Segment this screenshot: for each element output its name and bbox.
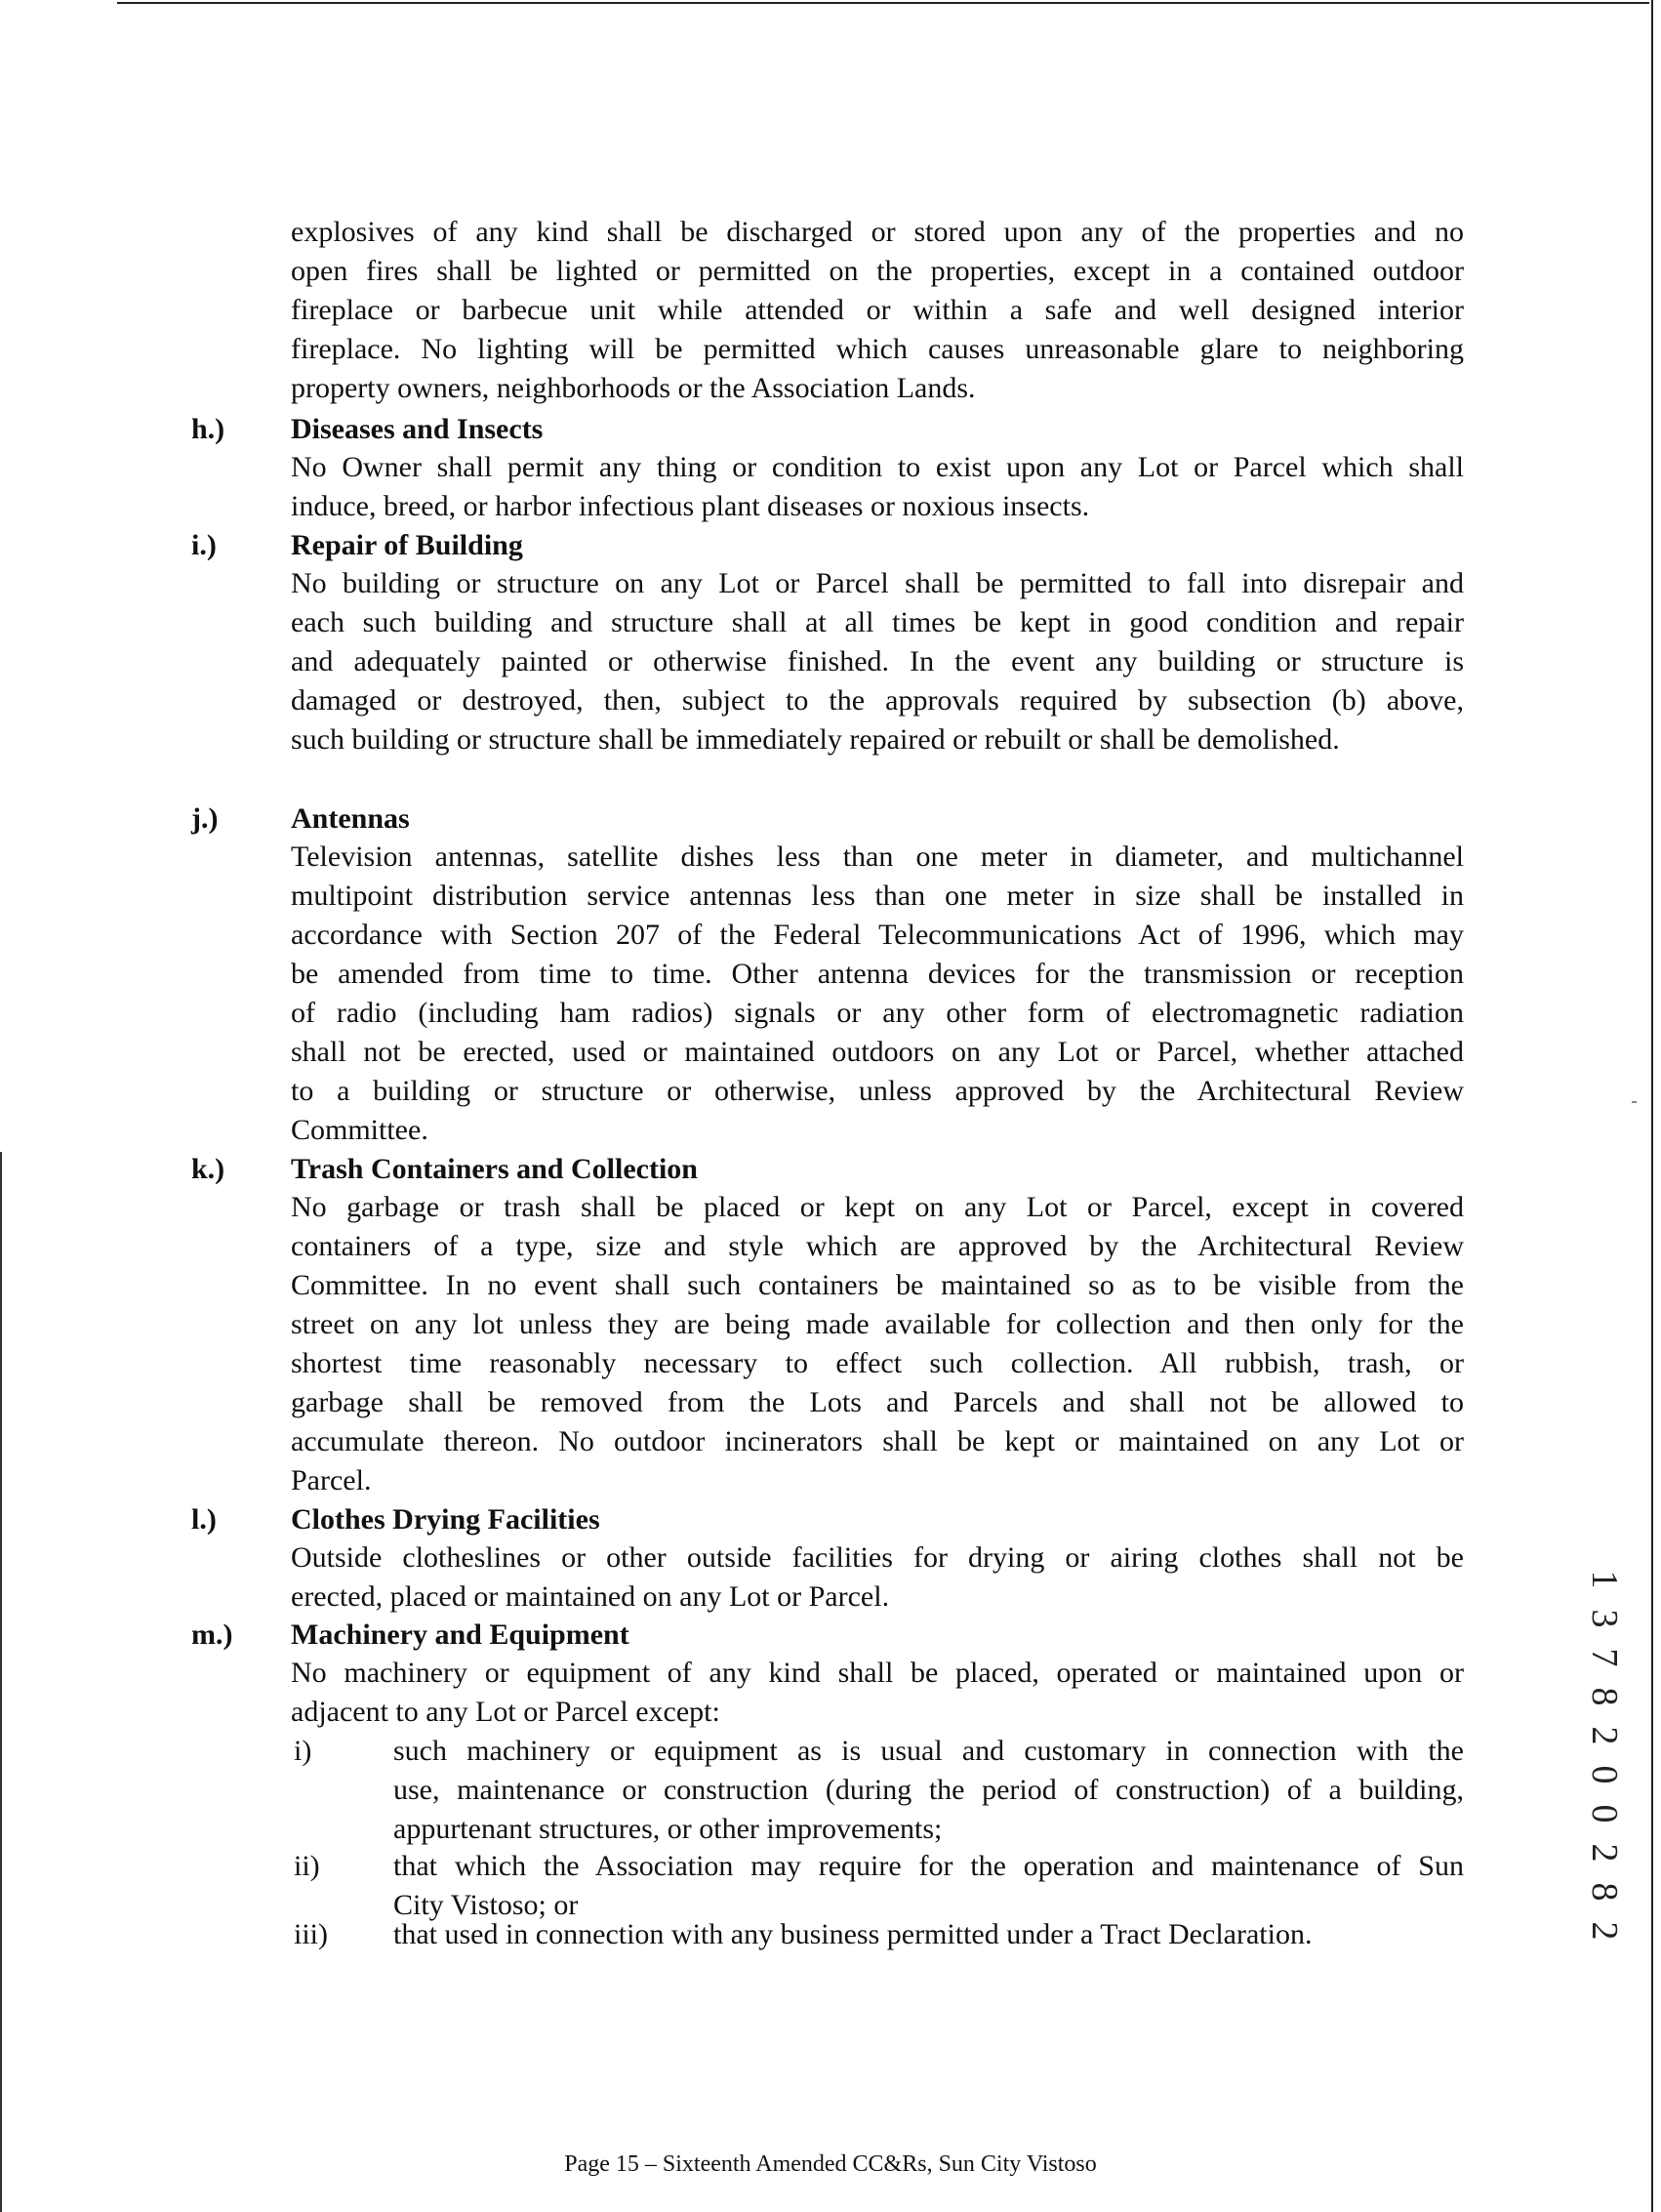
body-line: Committee. In no event shall such containers be maintained so as to be visible from the (291, 1269, 1464, 1301)
intro-line: explosives of any kind shall be discharged or stored upon any of the properties and no (291, 216, 1464, 248)
section-title-clothes-drying: Clothes Drying Facilities (291, 1503, 600, 1536)
stamp-digit: 8 (1584, 1882, 1625, 1902)
body-line: shortest time reasonably necessary to effect such collection. All rubbish, trash, or (291, 1347, 1464, 1379)
section-marker-m: m.) (191, 1618, 233, 1651)
body-line: be amended from time to time. Other antenna devices for the transmission or reception (291, 958, 1464, 990)
body-line: Committee. (291, 1114, 428, 1146)
subitem-line: that which the Association may require for the operation and maintenance of Sun (393, 1850, 1464, 1882)
body-line: accumulate thereon. No outdoor incinerators shall be kept or maintained on any Lot or (291, 1425, 1464, 1457)
intro-paragraph (291, 213, 1464, 408)
stamp-digit: 1 (1584, 1570, 1625, 1589)
right-border-line (1651, 0, 1653, 2212)
body-line: Television antennas, satellite dishes less than one meter in diameter, and multichannel (291, 840, 1464, 873)
subitem-line: City Vistoso; or (393, 1889, 579, 1921)
subitem-marker-iii: iii) (294, 1918, 328, 1950)
subitem-text-i (393, 1732, 1464, 1849)
body-line: No machinery or equipment of any kind shall be placed, operated or maintained upon or (291, 1657, 1464, 1689)
subitem-marker-ii: ii) (294, 1850, 320, 1882)
body-line: of radio (including ham radios) signals or any other form of electromagnetic radiation (291, 997, 1464, 1029)
section-body-diseases-insects (291, 448, 1464, 526)
section-marker-i: i.) (191, 529, 217, 561)
section-marker-j: j.) (191, 802, 219, 835)
top-border-line (117, 2, 1649, 4)
section-marker-l: l.) (191, 1503, 217, 1536)
body-line: No building or structure on any Lot or Parcel shall be permitted to fall into disrepair and (291, 567, 1464, 599)
body-line: such building or structure shall be immediately repaired or rebuilt or shall be demolished. (291, 723, 1340, 756)
body-line: to a building or structure or otherwise, unless approved by the Architectural Review (291, 1075, 1464, 1107)
body-line: induce, breed, or harbor infectious plant diseases or noxious insects. (291, 490, 1090, 522)
section-body-antennas (291, 838, 1464, 1150)
stamp-digit: 2 (1584, 1726, 1625, 1745)
page-footer: Page 15 – Sixteenth Amended CC&Rs, Sun City Vistoso (564, 2151, 1097, 2177)
stamp-digit: 7 (1584, 1648, 1625, 1667)
body-line: multipoint distribution service antennas less than one meter in size shall be installed in (291, 880, 1464, 912)
section-title-antennas: Antennas (291, 802, 410, 835)
intro-line: open fires shall be lighted or permitted on the properties, except in a contained outdoor (291, 255, 1464, 287)
body-line: and adequately painted or otherwise finished. In the event any building or structure is (291, 645, 1464, 677)
subitem-line: that used in connection with any business permitted under a Tract Declaration. (393, 1918, 1313, 1950)
body-line: Parcel. (291, 1464, 372, 1496)
margin-tick-mark (1632, 1101, 1637, 1103)
body-line: street on any lot unless they are being made available for collection and then only for the (291, 1308, 1464, 1340)
subitem-line: use, maintenance or construction (during the period of construction) of a building, (393, 1774, 1464, 1806)
section-title-trash-containers: Trash Containers and Collection (291, 1153, 698, 1185)
stamp-digit: 8 (1584, 1687, 1625, 1706)
body-line: garbage shall be removed from the Lots and Parcels and shall not be allowed to (291, 1386, 1464, 1418)
section-title-repair-building: Repair of Building (291, 529, 523, 561)
section-marker-k: k.) (191, 1153, 225, 1185)
intro-line: property owners, neighborhoods or the Association Lands. (291, 372, 976, 404)
body-line: shall not be erected, used or maintained outdoors on any Lot or Parcel, whether attached (291, 1036, 1464, 1068)
section-marker-h: h.) (191, 413, 225, 445)
subitem-text-iii (393, 1915, 1464, 1954)
stamp-digit: 0 (1584, 1765, 1625, 1784)
section-body-repair-building (291, 564, 1464, 759)
subitem-line: appurtenant structures, or other improvements; (393, 1813, 943, 1845)
section-title-diseases-insects: Diseases and Insects (291, 413, 544, 445)
body-line: damaged or destroyed, then, subject to the approvals required by subsection (b) above, (291, 684, 1464, 717)
section-body-trash-containers (291, 1188, 1464, 1500)
body-line: each such building and structure shall at all times be kept in good condition and repair (291, 606, 1464, 638)
intro-line: fireplace or barbecue unit while attended or within a safe and well designed interior (291, 294, 1464, 326)
stamp-digit: 2 (1584, 1921, 1625, 1941)
body-line: No garbage or trash shall be placed or kept on any Lot or Parcel, except in covered (291, 1191, 1464, 1223)
section-body-machinery-equipment (291, 1654, 1464, 1732)
subitem-marker-i: i) (294, 1735, 312, 1767)
stamp-digit: 0 (1584, 1804, 1625, 1823)
subitem-text-ii (393, 1847, 1464, 1925)
body-line: containers of a type, size and style which are approved by the Architectural Review (291, 1230, 1464, 1262)
section-body-clothes-drying (291, 1538, 1464, 1617)
body-line: erected, placed or maintained on any Lot or Parcel. (291, 1580, 890, 1613)
body-line: adjacent to any Lot or Parcel except: (291, 1696, 720, 1728)
stamp-digit: 2 (1584, 1843, 1625, 1863)
recording-number-stamp (1581, 1560, 1628, 1950)
left-border-line (0, 1152, 2, 2212)
stamp-digit: 3 (1584, 1609, 1625, 1628)
subitem-line: such machinery or equipment as is usual and customary in connection with the (393, 1735, 1464, 1767)
intro-line: fireplace. No lighting will be permitted which causes unreasonable glare to neighboring (291, 333, 1464, 365)
body-line: No Owner shall permit any thing or condition to exist upon any Lot or Parcel which shall (291, 451, 1464, 483)
body-line: Outside clotheslines or other outside facilities for drying or airing clothes shall not be (291, 1541, 1464, 1574)
section-title-machinery-equipment: Machinery and Equipment (291, 1618, 629, 1651)
body-line: accordance with Section 207 of the Federal Telecommunications Act of 1996, which may (291, 919, 1464, 951)
